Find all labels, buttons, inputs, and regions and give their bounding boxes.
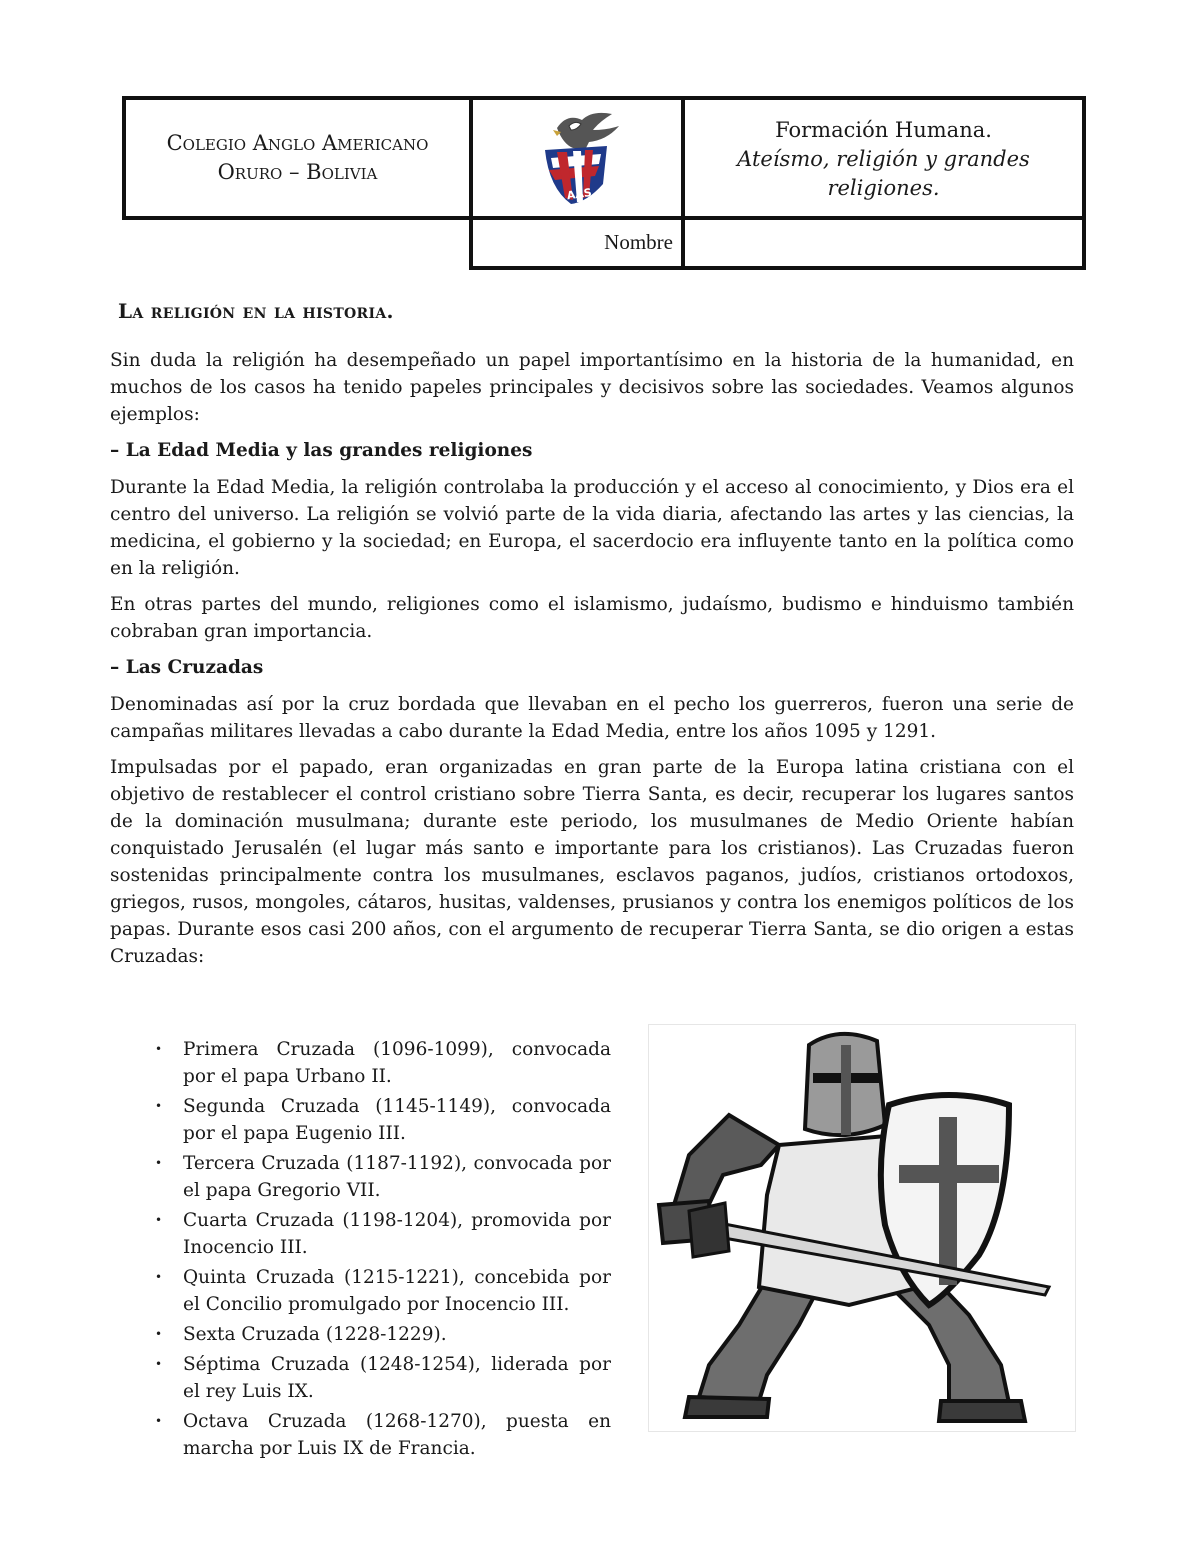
knight-illustration (649, 1025, 1075, 1431)
crusades-list-area (155, 1036, 611, 1465)
paragraph-cruzadas-detalle: Impulsadas por el papado, eran organizadas en gran parte de la Europa latina cristiana con el objetivo de restablecer el control cristiano sobre Tierra Santa, es decir, recuperar los lugares santos de la dominación musulmana; durante este periodo, los musulmanes de Medio Oriente habían conquistado Jerusalén (el lugar más santo e importante para los cristianos). Las Cruzadas fueron sostenidas principalmente contra los musulmanes, esclavos paganos, judíos, cristianos ortodoxos, griegos, rusos, mongoles, cátaros, husitas, valdenses, prusianos y contra los enemigos políticos de los papas. Durante esos casi 200 años, con el argumento de recuperar Tierra Santa, se dio origen a estas Cruzadas: (110, 757, 1074, 967)
bullet-icon: • (155, 1042, 163, 1056)
name-field[interactable] (681, 216, 1086, 270)
subject-title: Formación Humana. (775, 118, 992, 142)
subheading-cruzadas: – Las Cruzadas (110, 657, 264, 678)
list-item: • Quinta Cruzada (1215-1221), concebida por el Concilio promulgado por Inocencio III. (155, 1264, 611, 1318)
bullet-icon: • (155, 1414, 163, 1428)
list-item: • Séptima Cruzada (1248-1254), liderada por el rey Luis IX. (155, 1351, 611, 1405)
bullet-icon: • (155, 1327, 163, 1341)
bullet-icon: • (155, 1357, 163, 1371)
subject-subtitle-1: Ateísmo, religión y grandes (737, 147, 1030, 171)
crusades-list (155, 1036, 611, 1462)
intro-paragraph: Sin duda la religión ha desempeñado un papel importantísimo en la historia de la humanidad, en muchos de los casos ha tenido papeles principales y decisivos sobre las sociedades. Veamos algunos ejemplos: (110, 350, 1074, 425)
logo-text: AAS (565, 185, 593, 203)
list-item: • Octava Cruzada (1268-1270), puesta en marcha por Luis IX de Francia. (155, 1408, 611, 1462)
header-table (122, 96, 1086, 270)
name-label: Nombre (469, 216, 685, 270)
subject-subtitle-2: religiones. (827, 176, 940, 200)
school-location: Oruro – Bolivia (217, 160, 378, 184)
section-title: La religión en la historia. (118, 299, 394, 323)
list-item: • Sexta Cruzada (1228-1229). (155, 1321, 611, 1348)
bullet-icon: • (155, 1270, 163, 1284)
paragraph-cruzadas-definicion: Denominadas así por la cruz bordada que llevaban en el pecho los guerreros, fueron una serie de campañas militares llevadas a cabo durante la Edad Media, entre los años 1095 y 1291. (110, 694, 1074, 742)
list-item: • Cuarta Cruzada (1198-1204), promovida por Inocencio III. (155, 1207, 611, 1261)
subheading-edad-media: – La Edad Media y las grandes religiones (110, 440, 533, 461)
school-cell (122, 96, 473, 220)
school-logo (527, 108, 627, 208)
paragraph-edad-media: Durante la Edad Media, la religión controlaba la producción y el acceso al conocimiento, y Dios era el centro del universo. La religión se volvió parte de la vida diaria, afectando las artes y las ciencias, la medicina, el gobierno y la sociedad; en Europa, el sacerdocio era influyente tanto en la política como en la religión. (110, 477, 1074, 579)
bullet-icon: • (155, 1213, 163, 1227)
crusader-knight-image (648, 1024, 1076, 1432)
list-item: • Tercera Cruzada (1187-1192), convocada por el papa Gregorio VII. (155, 1150, 611, 1204)
article (110, 298, 1074, 979)
school-name: Colegio Anglo Americano (166, 131, 429, 155)
subject-cell (681, 96, 1086, 220)
bullet-icon: • (155, 1099, 163, 1113)
list-item: • Segunda Cruzada (1145-1149), convocada por el papa Eugenio III. (155, 1093, 611, 1147)
bullet-icon: • (155, 1156, 163, 1170)
paragraph-otras-religiones: En otras partes del mundo, religiones como el islamismo, judaísmo, budismo e hinduismo también cobraban gran importancia. (110, 594, 1074, 642)
list-item: • Primera Cruzada (1096-1099), convocada por el papa Urbano II. (155, 1036, 611, 1090)
logo-cell (469, 96, 685, 220)
